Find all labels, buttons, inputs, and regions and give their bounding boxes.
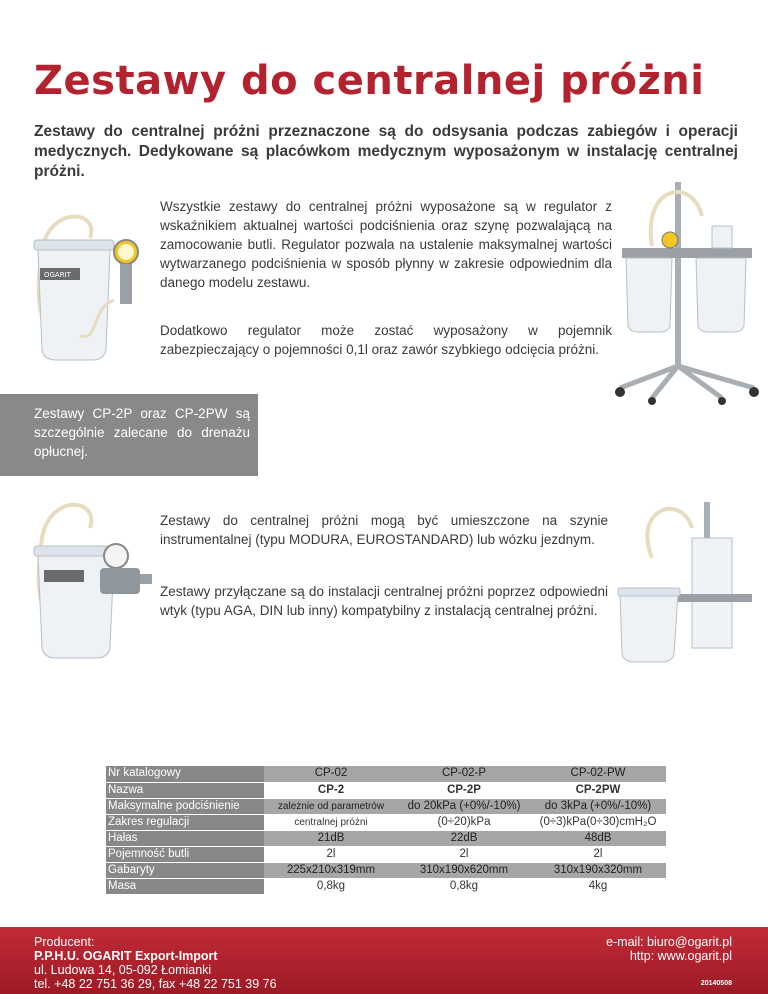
row-label: Nazwa: [106, 782, 264, 798]
table-row: [106, 878, 666, 894]
cell-cp02pw: CP-2PW: [530, 782, 666, 798]
cell-cp02: centralnej próżni: [264, 814, 398, 830]
cell-cp02pw: do 3kPa (+0%/-10%): [530, 798, 666, 814]
product-label-1: OGARIT: [44, 271, 71, 279]
highlight-text: Zestawy CP-2P oraz CP-2PW są szczególnie zalecane do drenażu opłucnej.: [34, 406, 250, 459]
cell-cp02: 225x210x319mm: [264, 862, 398, 878]
table-row: [106, 830, 666, 846]
cell-cp02p: 2l: [398, 846, 530, 862]
cell-cp02: CP-02: [264, 766, 398, 782]
document-code: 20140508: [700, 980, 732, 987]
cell-cp02pw: 2l: [530, 846, 666, 862]
row-label: Zakres regulacji: [106, 814, 264, 830]
company-name: P.P.H.U. OGARIT Export-Import: [34, 949, 218, 963]
row-label: Masa: [106, 878, 264, 894]
cell-cp02pw: 4kg: [530, 878, 666, 894]
cell-cp02: 2l: [264, 846, 398, 862]
website-link[interactable]: http: www.ogarit.pl: [629, 949, 732, 963]
cell-cp02p: (0÷20)kPa: [398, 814, 530, 830]
cell-cp02pw: 310x190x320mm: [530, 862, 666, 878]
cell-cp02pw: (0÷3)kPa(0÷30)cmH₂O: [530, 814, 666, 830]
row-label: Nr katalogowy: [106, 766, 264, 782]
company-phone: tel. +48 22 751 36 29, fax +48 22 751 39 76: [34, 977, 277, 991]
page-title: Zestawy do centralnej próżni: [34, 58, 705, 104]
cell-cp02p: CP-2P: [398, 782, 530, 798]
table-row: [106, 766, 666, 782]
row-label: Hałas: [106, 830, 264, 846]
cell-cp02p: 0,8kg: [398, 878, 530, 894]
product-image-cp2p-trolley: [612, 176, 762, 406]
cell-cp02: 0,8kg: [264, 878, 398, 894]
product-image-cp2-rail: [30, 498, 154, 666]
product-image-cp2pw: [612, 498, 762, 674]
cell-cp02pw: CP-02-PW: [530, 766, 666, 782]
row-label: Maksymalne podciśnienie: [106, 798, 264, 814]
producer-label: Producent:: [34, 935, 95, 949]
table-row: [106, 846, 666, 862]
paragraph-safety-container: Dodatkowo regulator może zostać wyposażony w pojemnik zabezpieczający o pojemności 0,1l oraz zawór szybkiego odcięcia próżni.: [160, 323, 612, 357]
paragraph-regulator: Wszystkie zestawy do centralnej próżni wyposażone są w regulator z wskaźnikiem aktualnej wartości podciśnienia oraz szynę pozwalającą na zamocowanie butli. Regulator pozwala na ustalenie maksymalnej wartości wytwarzanego podciśnienia w sposób płynny w zakresie odpowiednim dla danego modelu zestawu.: [160, 199, 612, 290]
product-image-cp2: [30, 210, 150, 370]
cell-cp02pw: 48dB: [530, 830, 666, 846]
table-row: [106, 862, 666, 878]
cell-cp02: CP-2: [264, 782, 398, 798]
cell-cp02: zależnie od parametrów: [264, 798, 398, 814]
table-row: [106, 814, 666, 830]
row-label: Pojemność butli: [106, 846, 264, 862]
cell-cp02p: 310x190x620mm: [398, 862, 530, 878]
footer-contact: [606, 935, 732, 963]
paragraph-connection: Zestawy przyłączane są do instalacji centralnej próżni poprzez odpowiedni wtyk (typu AGA, DIN lub inny) kompatybilny z instalacją centralnej próżni.: [160, 584, 608, 618]
cell-cp02p: CP-02-P: [398, 766, 530, 782]
footer-producer: [34, 935, 277, 991]
paragraph-mounting: Zestawy do centralnej próżni mogą być umieszczone na szynie instrumentalnej (typu MODURA, EUROSTANDARD) lub wózku jezdnym.: [160, 513, 608, 547]
table-row: [106, 782, 666, 798]
cell-cp02p: 22dB: [398, 830, 530, 846]
spec-table: [106, 766, 666, 895]
row-label: Gabaryty: [106, 862, 264, 878]
intro-text: Zestawy do centralnej próżni przeznaczone są do odsysania podczas zabiegów i operacji medycznych. Dedykowane są placówkom medycznym wyposażonym w instalację centralnej próżni.: [34, 123, 738, 180]
table-row: [106, 798, 666, 814]
company-address: ul. Ludowa 14, 05-092 Łomianki: [34, 963, 212, 977]
cell-cp02: 21dB: [264, 830, 398, 846]
email-link[interactable]: e-mail: biuro@ogarit.pl: [606, 935, 732, 949]
cell-cp02p: do 20kPa (+0%/-10%): [398, 798, 530, 814]
